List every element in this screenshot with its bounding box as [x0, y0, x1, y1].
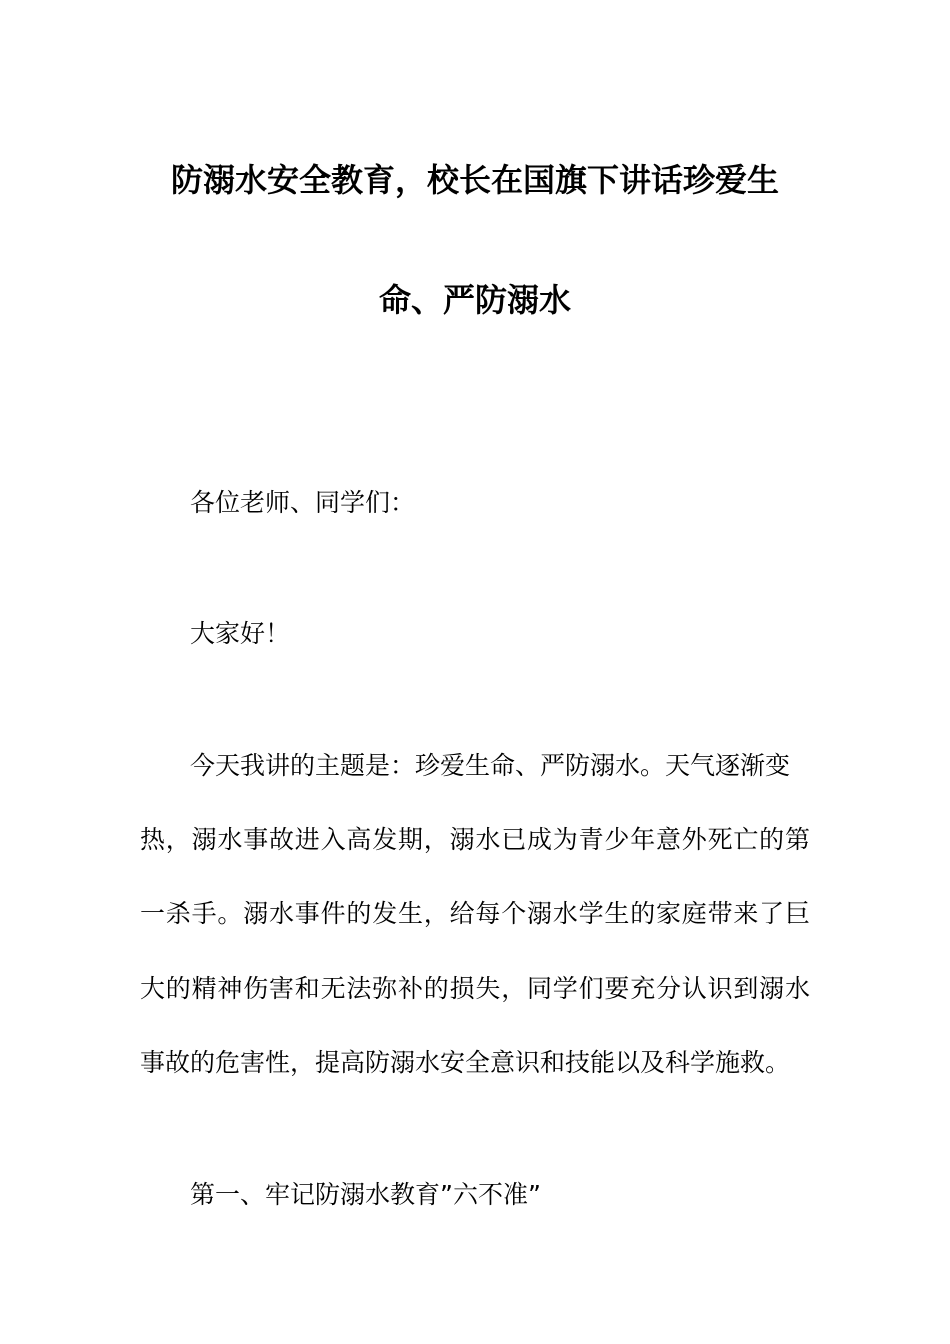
paragraph1-line-2: 热，溺水事故进入高发期，溺水已成为青少年意外死亡的第 [140, 825, 810, 854]
paragraph1-line-3: 一杀手。溺水事件的发生，给每个溺水学生的家庭带来了巨 [140, 899, 810, 928]
hello-text: 大家好！ [190, 619, 291, 648]
greeting-text: 各位老师、同学们： [190, 488, 416, 517]
document-title-line-2: 命、严防溺水 [378, 281, 571, 319]
paragraph1-line-1: 今天我讲的主题是：珍爱生命、严防溺水。天气逐渐变 [190, 751, 791, 780]
document-title-line-1: 防溺水安全教育，校长在国旗下讲话珍爱生 [170, 161, 779, 199]
paragraph1-line-4: 大的精神伤害和无法弥补的损失，同学们要充分认识到溺水 [140, 974, 810, 1003]
section1-heading: 第一、牢记防溺水教育”六不准” [190, 1180, 541, 1209]
paragraph1-line-5: 事故的危害性，提高防溺水安全意识和技能以及科学施救。 [140, 1048, 791, 1077]
